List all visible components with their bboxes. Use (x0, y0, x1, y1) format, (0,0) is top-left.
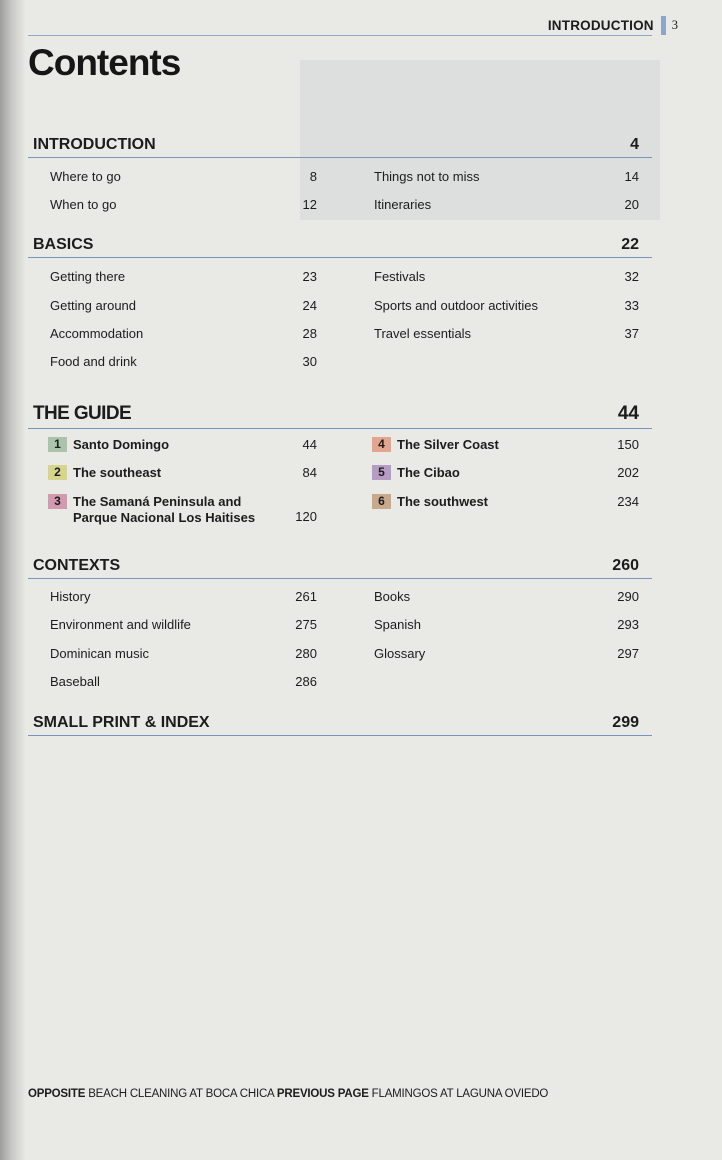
toc-entry-environment[interactable] (50, 616, 317, 633)
chapter-number-badge: 5 (372, 465, 391, 480)
entry-page: 290 (617, 589, 639, 604)
entry-title: Accommodation (50, 326, 144, 341)
toc-entry-glossary[interactable] (374, 645, 639, 662)
entry-title: Travel essentials (374, 326, 472, 341)
entry-page: 280 (295, 646, 317, 661)
entry-page: 275 (295, 617, 317, 632)
entry-page: 14 (624, 169, 639, 184)
photo-credits-footer (28, 1088, 548, 1100)
entry-title: History (50, 589, 91, 604)
section-small-print-index[interactable] (28, 714, 652, 736)
entry-title: Festivals (374, 269, 426, 284)
chapter-page: 234 (617, 494, 639, 509)
section-page: 44 (617, 403, 639, 424)
entry-page: 24 (302, 298, 317, 313)
running-head-bar (661, 16, 666, 35)
section-rule (28, 735, 652, 736)
footer-text-previous-page: FLAMINGOS AT LAGUNA OVIEDO (371, 1088, 549, 1100)
section-the-guide[interactable] (28, 403, 652, 429)
chapter-title: The Samaná Peninsula and Parque Nacional Los Haitises (73, 494, 256, 525)
toc-entry-history[interactable] (50, 588, 317, 605)
chapter-title: The southwest (397, 494, 489, 509)
chapter-page: 44 (302, 437, 317, 452)
entry-page: 261 (295, 589, 317, 604)
entry-title: Where to go (50, 169, 121, 184)
page-title: Contents (28, 42, 181, 83)
entry-title: Baseball (50, 674, 100, 689)
toc-entry-when-to-go[interactable] (50, 196, 317, 213)
entry-page: 32 (624, 269, 639, 284)
entry-title: Sports and outdoor activities (374, 298, 539, 313)
toc-entry-itineraries[interactable] (374, 196, 639, 213)
running-head-page-number: 3 (671, 17, 678, 32)
page-gutter-shadow (0, 0, 26, 1160)
chapter-title: The southeast (73, 465, 162, 480)
toc-entry-books[interactable] (374, 588, 639, 605)
entry-title: When to go (50, 197, 117, 212)
toc-entry-getting-around[interactable] (50, 297, 317, 314)
entry-title: Books (374, 589, 411, 604)
chapter-page: 120 (295, 509, 317, 524)
entry-page: 28 (302, 326, 317, 341)
section-title: CONTEXTS (33, 557, 121, 574)
chapter-number-badge: 6 (372, 494, 391, 509)
toc-entry-where-to-go[interactable] (50, 168, 317, 185)
entry-page: 23 (302, 269, 317, 284)
entry-page: 297 (617, 646, 639, 661)
section-contexts[interactable] (28, 557, 652, 579)
entry-page: 30 (302, 354, 317, 369)
section-title: SMALL PRINT & INDEX (33, 714, 210, 731)
section-title: INTRODUCTION (33, 136, 156, 153)
entry-page: 37 (624, 326, 639, 341)
chapter-title: The Cibao (397, 465, 460, 480)
entry-title: Getting there (50, 269, 126, 284)
running-head (548, 15, 678, 35)
chapter-number-badge: 1 (48, 437, 67, 452)
entry-title: Things not to miss (374, 169, 480, 184)
chapter-title: The Silver Coast (397, 437, 499, 452)
section-basics[interactable] (28, 236, 652, 258)
toc-entry-dominican-music[interactable] (50, 645, 317, 662)
toc-entry-spanish[interactable] (374, 616, 639, 633)
toc-entry-sports[interactable] (374, 297, 639, 314)
entry-page: 8 (309, 169, 317, 184)
toc-entry-festivals[interactable] (374, 268, 639, 285)
toc-entry-food-and-drink[interactable] (50, 353, 317, 370)
entry-title: Glossary (374, 646, 426, 661)
toc-entry-travel-essentials[interactable] (374, 325, 639, 342)
chapter-page: 202 (617, 465, 639, 480)
section-page: 299 (612, 714, 639, 731)
section-rule (28, 578, 652, 579)
top-rule (28, 35, 652, 36)
section-rule (28, 157, 652, 158)
toc-entry-baseball[interactable] (50, 673, 317, 690)
chapter-number-badge: 4 (372, 437, 391, 452)
chapter-number-badge: 2 (48, 465, 67, 480)
section-rule (28, 428, 652, 429)
section-title: BASICS (33, 236, 94, 253)
entry-page: 12 (302, 197, 317, 212)
section-page: 260 (612, 557, 639, 574)
footer-label-previous-page: PREVIOUS PAGE (276, 1088, 369, 1100)
section-title: THE GUIDE (33, 403, 132, 424)
chapter-page: 150 (617, 437, 639, 452)
chapter-title: Santo Domingo (73, 437, 170, 452)
toc-entry-getting-there[interactable] (50, 268, 317, 285)
entry-page: 20 (624, 197, 639, 212)
footer-label-opposite: OPPOSITE (28, 1088, 86, 1100)
entry-title: Getting around (50, 298, 137, 313)
entry-page: 286 (295, 674, 317, 689)
entry-title: Environment and wildlife (50, 617, 191, 632)
section-page: 4 (630, 136, 639, 153)
toc-entry-accommodation[interactable] (50, 325, 317, 342)
chapter-page: 84 (302, 465, 317, 480)
entry-page: 293 (617, 617, 639, 632)
section-page: 22 (621, 236, 639, 253)
footer-text-opposite: BEACH CLEANING AT BOCA CHICA (88, 1088, 274, 1100)
entry-title: Spanish (374, 617, 421, 632)
toc-entry-things-not-to-miss[interactable] (374, 168, 639, 185)
section-introduction[interactable] (28, 136, 652, 158)
entry-title: Itineraries (374, 197, 432, 212)
section-rule (28, 257, 652, 258)
entry-page: 33 (624, 298, 639, 313)
entry-title: Dominican music (50, 646, 149, 661)
chapter-number-badge: 3 (48, 494, 67, 509)
running-head-title: INTRODUCTION (547, 17, 654, 33)
entry-title: Food and drink (50, 354, 137, 369)
